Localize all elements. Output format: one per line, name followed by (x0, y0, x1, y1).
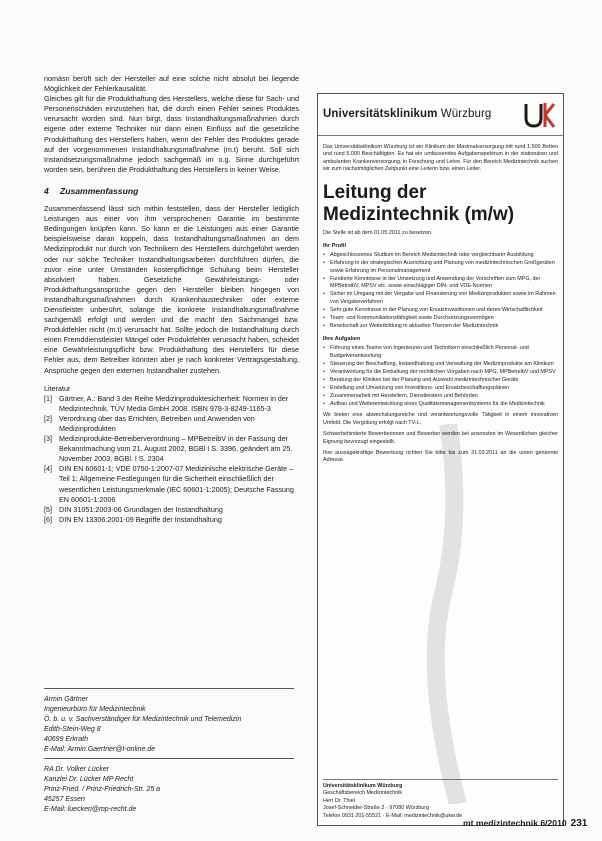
clinic-brand (323, 108, 491, 120)
brand-bold: Universitätsklinikum (323, 108, 438, 120)
page-footer (463, 818, 587, 829)
author-line: Edith-Stein-Weg 8 (44, 725, 101, 733)
list-item (323, 393, 558, 400)
author-line: 45257 Essen (44, 795, 85, 803)
reference-item (44, 394, 299, 414)
profile-item-text: Team- und Kommunikationsfähigkeit sowie Durchsetzungsvermögen (330, 314, 494, 321)
task-item-text: Aufbau und Weiterentwicklung eines Qualitätsmanagementsystems für die Medizintechnik (330, 400, 545, 407)
profile-heading: Ihr Profil (323, 243, 346, 250)
header-divider (318, 135, 563, 136)
contact-org: Universitätsklinikum Würzburg (323, 783, 403, 789)
reference-text: DIN 31051:2003-06 Grundlagen der Instandhaltung (59, 504, 223, 514)
article-column (44, 74, 299, 525)
section-heading (44, 186, 299, 196)
list-item (323, 377, 558, 384)
author-email: E-Mail: Armin.Gaertner@t-online.de (44, 745, 156, 753)
author-divider (44, 688, 294, 695)
job-title: Leitung der Medizintechnik (m/w) (323, 181, 515, 225)
profile-item-text: Sehr gute Kenntnisse in der Planung von Ersatzinvestitionen und deren Wirtschaftlichkeit (330, 306, 543, 313)
contact-line: Herr Dr. Thiel (323, 797, 355, 804)
closing-paragraph: Ihre aussagekräftige Bewerbung richten Sie bitte bis zum 31.03.2011 an die unten genannte Adresse. (323, 449, 558, 464)
reference-item (44, 515, 299, 525)
profile-item-text: Sicher im Umgang mit der Vergabe und Finanzierung von Medizinprodukten sowie im Rahmen von Vergabeverfahren (330, 291, 556, 305)
closing-paragraph: Wir bieten eine abwechslungsreiche und verantwortungsvolle Tätigkeit in einem innovativen Umfeld. Die Vergütung erfolgt nach TV-L. (323, 412, 558, 426)
task-item-text: Verantwortung für die Einhaltung der rechtlichen Vorgaben nach MPG, MPBetreibV und MPSV (330, 368, 556, 375)
list-item (323, 323, 558, 330)
references-title: Literatur (44, 383, 71, 393)
profile-item-text: Erfahrung in der strategischen Ausrichtung und Planung von medizintechnischen Großgeräten sowie Erfahrung im Personalmanagement (330, 260, 555, 274)
author-info-1 (44, 688, 294, 754)
closing-paragraph: Schwerbehinderte Bewerberinnen und Bewerber werden bei ansonsten im Wesentlichen gleicher Eignung bevorzugt eingestellt. (323, 431, 558, 445)
profile-item-text: Abgeschlossenes Studium im Bereich Medizintechnik oder vergleichbarer Ausbildung (330, 252, 534, 259)
contact-line: Josef-Schneider-Straße 2 · 97080 Würzburg (323, 805, 430, 812)
list-item (323, 260, 558, 275)
reference-item (44, 414, 299, 434)
reference-number: [5] (44, 504, 52, 514)
job-subtitle: Die Stelle ist ab dem 01.05.2011 zu besetzen. (323, 229, 433, 236)
author-name: Armin Gärtner (44, 696, 88, 703)
author-info-2 (44, 758, 294, 815)
contact-divider (323, 779, 558, 780)
tasks-heading: Ihre Aufgaben (323, 336, 361, 343)
references (44, 384, 299, 525)
task-item-text: Erstellung und Umsetzung von Investitions- und Ersatzbeschaffungsplänen (330, 384, 510, 391)
author-line: Kanzlei Dr. Lücker MP Recht (44, 775, 134, 783)
list-item (323, 401, 558, 408)
reference-number: [1] (44, 393, 52, 403)
profile-item-text: Bereitschaft zur Weiterbildung in aktuellen Themen der Medizintechnik (330, 322, 499, 329)
list-item (323, 291, 558, 306)
author-divider (44, 758, 294, 765)
intro-paragraph-1: nomäsn berüft sich der Hersteller auf eine solche nicht absolut bei liegende Möglichkeit der Fehlerkausalität. (44, 74, 299, 94)
section-title: Zusammenfassung (60, 185, 139, 196)
author-email: E-Mail: lueckeri@mp-recht.de (44, 805, 137, 813)
task-item-text: Führung eines Teams von Ingenieuren und Technikern einschließlich Personal- und Budgetverantwortung (330, 345, 529, 359)
author-line: Prinz-Fried. / Prinz-Friedrich-Str. 25 a (44, 785, 161, 793)
reference-text: DIN EN 13306:2001-09 Begriffe der Instandhaltung (59, 514, 222, 524)
watermark-graphic-icon (418, 424, 478, 804)
task-item-text: Zusammenarbeit mit Herstellern, Dienstleistern und Behörden (330, 392, 478, 399)
tasks-list (323, 345, 558, 408)
author-line: Ö. b. u. v. Sachverständiger für Medizintechnik und Telemedizin (44, 715, 242, 723)
list-item (323, 307, 558, 314)
reference-number: [3] (44, 434, 52, 444)
magazine-name: mt medizintechnik 6/2010 (463, 818, 567, 828)
summary-paragraph: Zusammenfassend lässt sich mithin feststellen, dass der Hersteller lediglich Leistungen aus einer von ihm versprochenen Garantie im bestimmte Bedingungen knüpfen kann. So kann er die Leistungen aus einer Garantie beispielsweise daran koppeln, dass Instandhaltungsmaßnahmen an dem Medizinprodukt nur durch von Technikern des Herstellers durchgeführt werden oder nur solche Techniker Instandhaltungsarbeiten durchführen dürfen, die zuvor eine unter Umständen kostenpflichtige Schulung beim Hersteller absolviert haben. Gesetzliche Gewährleistungs- oder Produkthaftungsansprüche gegen den Hersteller bleiben hingegen von Instandhaltungsmaßnahmen durch Krankenhaustechniker oder externe Dienstleister unberührt, solange die konkrete Instandhaltungsmaßnahme sachgemäß erfolgt und werden und die macht den Sachmangel bzw. Produktfehler nicht (m.t) verursacht hat. Sollte jedoch die Instandhaltung durch einen Fremddienstleister Mängel oder Produktfehler verursacht haben, scheidet eine Gewährleistungspflicht bzw. Produkthaftung des Herstellers für diese Fehler aus, dem Betreiber könnten aber je nach konkreter Vertragsgestaltung, Ansprüche gegen den externen Instandhalter zustehen. (44, 204, 299, 375)
list-item (323, 315, 558, 322)
contact-line: Telefon 0931 201-55521 · E-Mail: medizintechnik@ukw.de (323, 812, 463, 819)
reference-number: [6] (44, 514, 52, 524)
list-item (323, 361, 558, 368)
list-item (323, 369, 558, 376)
section-number: 4 (44, 185, 49, 196)
reference-item (44, 464, 299, 504)
job-advertisement (317, 93, 564, 826)
contact-block (323, 779, 558, 820)
profile-list (323, 252, 558, 330)
ad-body (323, 144, 558, 469)
reference-text: DIN EN 60601-1; VDE 0750-1:2007-07 Medizinische elektrische Geräte – Teil 1: Allgemeine Festlegungen für die Sicherheit einschließlich der wesentlichen Leistungsmerkmale (IEC 60601-1:2005); Deutsche Fassung EN 60601-1:2006 (59, 464, 294, 504)
brand-regular: Würzburg (440, 108, 492, 120)
list-item (323, 345, 558, 360)
page-number: 231 (570, 818, 588, 829)
reference-item (44, 434, 299, 464)
list-item (323, 385, 558, 392)
task-item-text: Beratung der Kliniken bei der Planung und Auswahl medizintechnischer Geräte (330, 376, 519, 383)
author-line: Ingenieurbüro für Medizintechnik (44, 705, 146, 713)
reference-text: Verordnung über das Errichten, Betreiben und Anwenden von Medizinprodukten (59, 413, 255, 433)
author-line: 40699 Erkrath (44, 735, 88, 743)
reference-number: [2] (44, 413, 52, 423)
reference-number: [4] (44, 464, 52, 474)
reference-text: Medizinprodukte-Betreiberverordnung – MPBetreibV in der Fassung der Bekanntmachung vom 21. August 2002, BGBl I S. 3396, geändert am 25. November 2003, BGBl. I S. 2304 (59, 434, 293, 464)
contact-line: Geschäftsbereich Medizintechnik (323, 790, 403, 797)
author-name: RA Dr. Volker Lücker (44, 766, 109, 773)
task-item-text: Steuerung der Beschaffung, Instandhaltung und Verwaltung der Medizinprodukte am Klinikum (330, 360, 554, 367)
ad-intro: Das Universitätsklinikum Würzburg ist ein Klinikum der Maximalversorgung mit rund 1.500 Betten und rund 5.000 Beschäftigten. Es hat ein umfassendes Aufgabenspektrum in der stationären und ambulanten Krankenversorgung, in Forschung und Lehre. Für den Bereich Medizintechnik suchen wir zum nächstmöglichen Zeitpunkt eine Leiterin bzw. einen Leiter. (323, 144, 558, 173)
clinic-logo-icon (522, 100, 556, 130)
list-item (323, 276, 558, 291)
reference-text: Gärtner, A.: Band 3 der Reihe Medizinproduktesicherheit: Normen in der Medizintechnik. TÜV Media GmbH 2008. ISBN 978-3-8249-1165-3 (59, 393, 289, 413)
profile-item-text: Fundierte Kenntnisse in der Umsetzung und Anwendung der Vorschriften zum MPG, der MPBetreibV, MPSV etc. sowie einschlägiger DIN- und VDE-Normen (330, 275, 541, 290)
list-item (323, 252, 558, 259)
reference-item (44, 505, 299, 515)
intro-paragraph-2: Gleiches gilt für die Produkthaftung des Herstellers, welche diese für Sach- und Personenschäden einzustehen hat, die durch einen Fehler seines Produktes verursacht worden sind. Nun birgt, dass Instandhaltungsmaßnahmen durch eigene oder externe Techniker nur dann einen Einfluss auf die gesetzliche Produkthaftung des Herstellers haben, wenn der Fehler des Produktes gerade auf der vorgenommenen Instandhaltungsmaßnahme (m.t) beruht. Soll sich Instandsetzungsmaßnahme jedoch sachgemäß im o.g. Sinne durchgeführt worden sein, berühren die Produkthaftung des Herstellers in keiner Weise. (44, 94, 299, 174)
